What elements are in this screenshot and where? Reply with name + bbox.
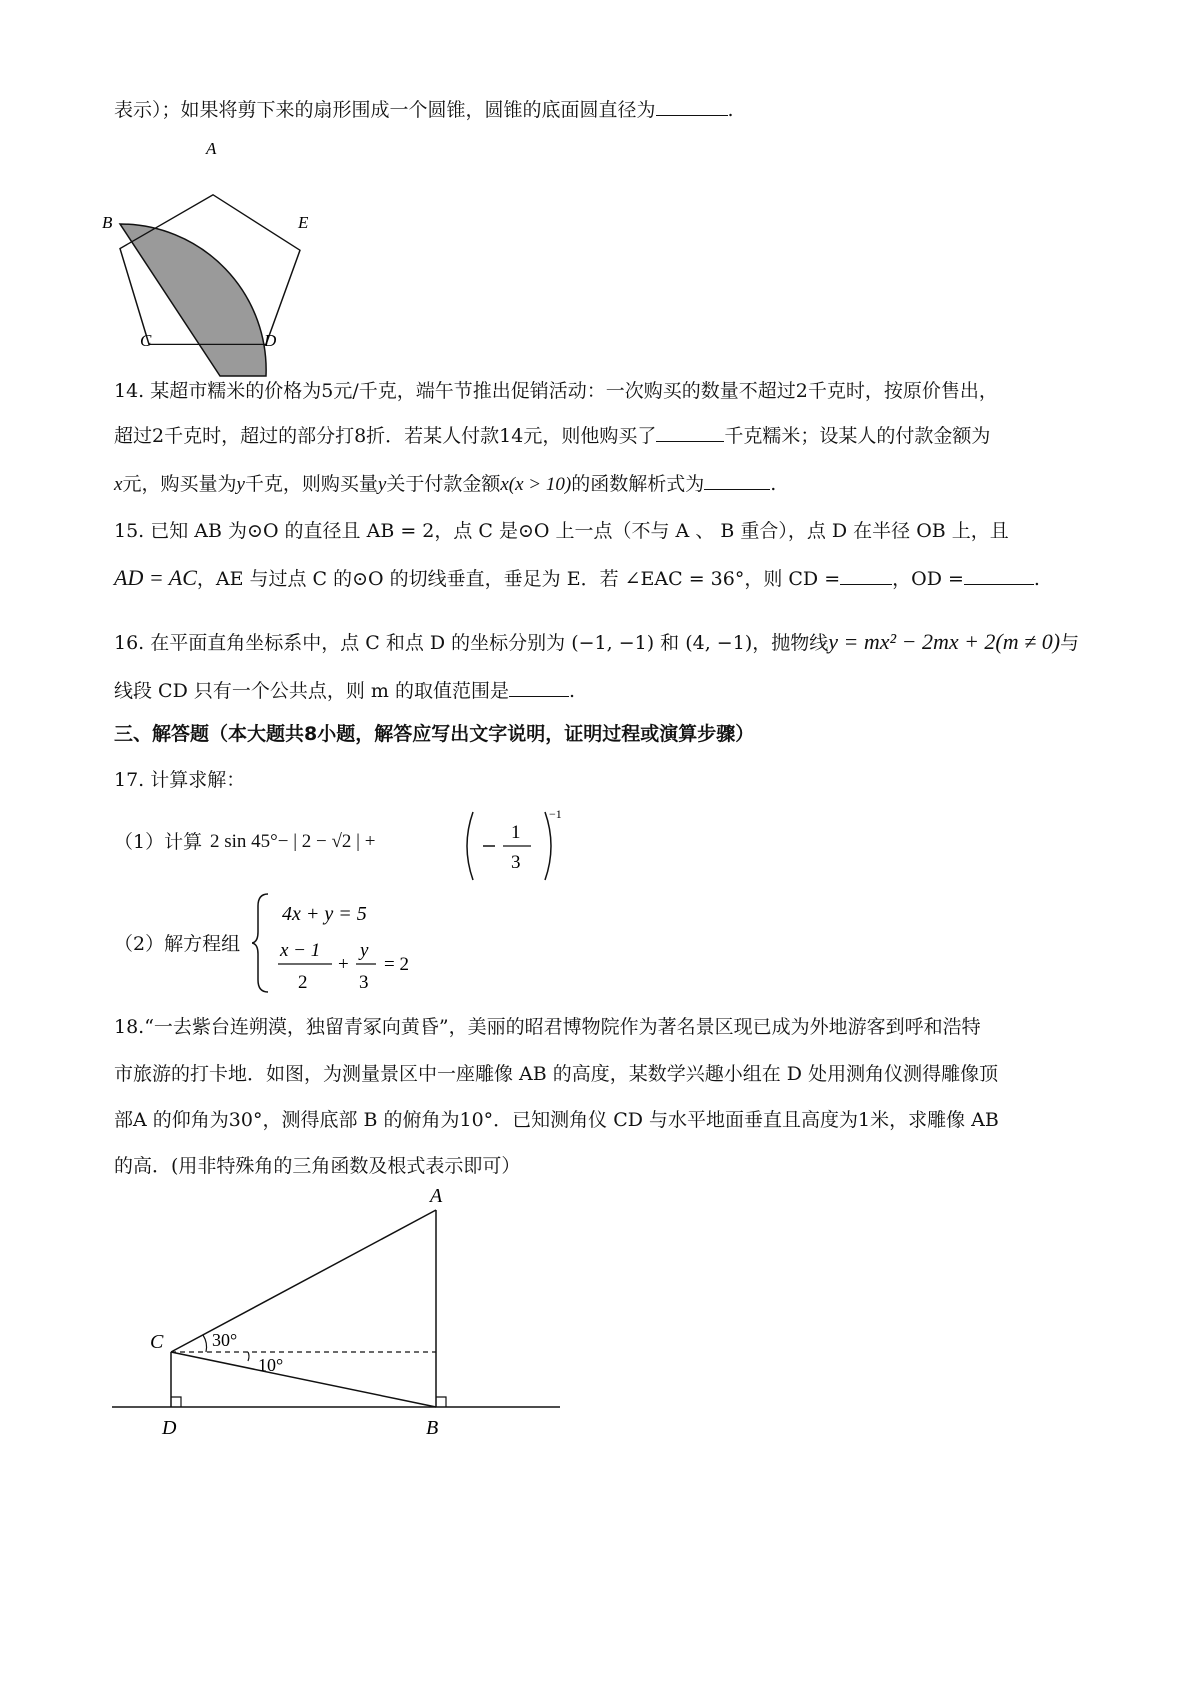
angle-label-30: 30° xyxy=(212,1330,238,1350)
q17-title: 17. 计算求解： xyxy=(114,769,246,791)
q16-line2: 线段 CD 只有一个公共点，则 m 的取值范围是 . xyxy=(114,680,575,702)
q14-line3: x元，购买量为y千克，则购买量y关于付款金额x(x > 10)的函数解析式为 . xyxy=(114,473,777,495)
angle-arc-30 xyxy=(203,1335,207,1352)
q17-part2: （2）解方程组 4x + y = 5 x − 1 2 + y 3 = 2 xyxy=(114,888,1104,998)
statue-measurement-figure xyxy=(100,1180,570,1450)
label-C: C xyxy=(140,331,152,350)
svg-text:−1: −1 xyxy=(549,807,562,821)
label-B: B xyxy=(102,213,113,232)
q14-answer-blank-2[interactable] xyxy=(704,471,770,490)
label-A: A xyxy=(430,1185,443,1207)
label-B: B xyxy=(426,1417,439,1439)
label-D: D xyxy=(162,1417,177,1439)
q17-part1-expression: 2 sin 45°− | 2 − √2 | + xyxy=(210,831,376,852)
q14-line2: 超过2千克时，超过的部分打8折．若某人付款14元，则他购买了 千克糯米；设某人的付款金额为 xyxy=(114,425,991,447)
q15-answer-blank-2[interactable] xyxy=(964,566,1034,585)
q17-fraction-power xyxy=(459,806,569,886)
q16-answer-blank[interactable] xyxy=(509,678,569,697)
svg-text:2: 2 xyxy=(298,972,308,993)
line-CB xyxy=(171,1352,436,1407)
q14-answer-blank-1[interactable] xyxy=(656,423,724,442)
svg-text:3: 3 xyxy=(359,972,369,993)
q15-line2: AD = AC，AE 与过点 C 的⊙O 的切线垂直，垂足为 E．若 ∠EAC = 36°，则 CD = ，OD = . xyxy=(114,565,1040,590)
angle-arc-10 xyxy=(248,1352,249,1361)
q13-tail-text: 表示）；如果将剪下来的扇形围成一个圆锥，圆锥的底面圆直径为 xyxy=(114,99,656,121)
label-C: C xyxy=(150,1331,164,1353)
q13-tail-line: 表示）；如果将剪下来的扇形围成一个圆锥，圆锥的底面圆直径为 . xyxy=(114,99,734,121)
q18-line3: 部A 的仰角为30°，测得底部 B 的俯角为10°．已知测角仪 CD 与水平地面垂直且高度为1米，求雕像 AB xyxy=(114,1109,999,1131)
q15-line1: 15. 已知 AB 为⊙O 的直径且 AB = 2，点 C 是⊙O 上一点（不与 A 、 B 重合），点 D 在半径 OB 上，且 xyxy=(114,520,1009,542)
q18-line4: 的高．(用非特殊角的三角函数及根式表示即可） xyxy=(114,1155,521,1177)
right-angle-D xyxy=(171,1397,181,1407)
svg-text:3: 3 xyxy=(511,852,521,873)
line-CA xyxy=(171,1210,436,1352)
svg-text:x − 1: x − 1 xyxy=(280,940,321,961)
q17-equation-system xyxy=(252,888,512,998)
q15-answer-blank-1[interactable] xyxy=(840,566,892,585)
svg-text:= 2: = 2 xyxy=(384,954,409,975)
label-A: A xyxy=(206,140,217,158)
q13-answer-blank[interactable] xyxy=(656,97,728,116)
right-angle-B xyxy=(436,1397,446,1407)
q16-line1: 16. 在平面直角坐标系中，点 C 和点 D 的坐标分别为 (−1, −1) 和 (4, −1)，抛物线y = mx² − 2mx + 2(m ≠ 0)与 xyxy=(114,629,1080,654)
section-3-heading: 三、解答题（本大题共8小题，解答应写出文字说明，证明过程或演算步骤） xyxy=(114,723,755,745)
svg-text:1: 1 xyxy=(511,822,521,843)
q14-line1: 14. 某超市糯米的价格为5元/千克，端午节推出促销活动：一次购买的数量不超过2千克时，按原价售出， xyxy=(114,380,998,402)
q18-line2: 市旅游的打卡地．如图，为测量景区中一座雕像 AB 的高度，某数学兴趣小组在 D 处用测角仪测得雕像顶 xyxy=(114,1063,999,1085)
shaded-sector xyxy=(120,224,266,376)
q17-part1: （1）计算 2 sin 45°− | 2 − √2 | + 1 3 −1 xyxy=(114,806,1104,886)
pentagon-figure xyxy=(100,140,360,380)
angle-label-10: 10° xyxy=(258,1355,284,1375)
svg-text:4x + y = 5: 4x + y = 5 xyxy=(282,903,367,925)
q18-line1: 18.“一去紫台连朔漠，独留青冢向黄昏”，美丽的昭君博物院作为著名景区现已成为外地游客到呼和浩特 xyxy=(114,1016,981,1038)
svg-text:y: y xyxy=(360,940,369,961)
svg-text:+: + xyxy=(338,954,349,975)
label-E: E xyxy=(298,213,309,232)
label-D: D xyxy=(264,331,277,350)
